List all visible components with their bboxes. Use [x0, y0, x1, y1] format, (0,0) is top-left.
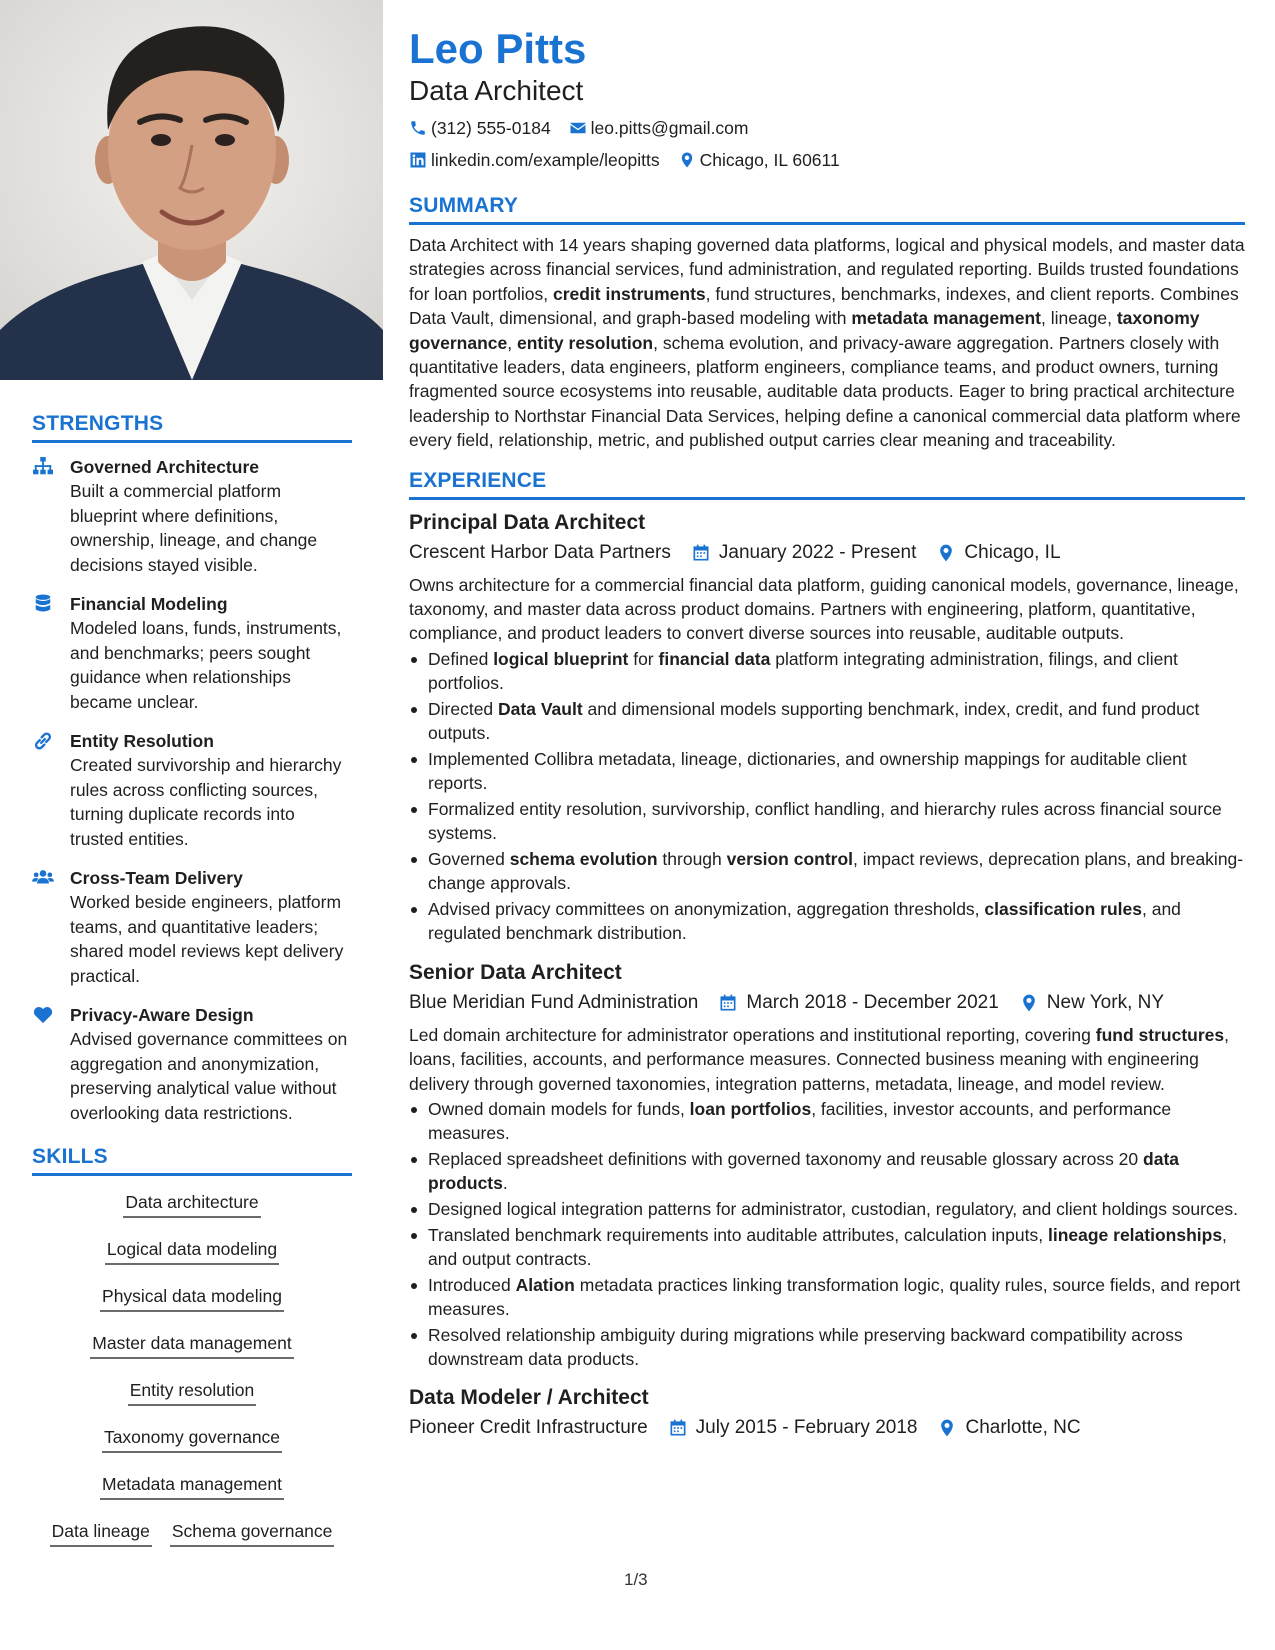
strength-title: Privacy-Aware Design: [70, 1005, 254, 1025]
contact-row: [409, 116, 1245, 140]
skill-tag: Data architecture: [123, 1182, 260, 1218]
skills-section: [32, 1145, 352, 1558]
body-text: Introduced: [428, 1274, 516, 1295]
job-entry: [409, 508, 1245, 946]
sitemap-icon: [32, 455, 70, 577]
body-text: , fund structures, benchmarks, indexes, and client reports. Combines Data Vault, dimensional, and graph-based modeling with: [409, 283, 1239, 329]
contact-linkedin[interactable]: [409, 148, 660, 172]
page-number: 1/3: [624, 1570, 648, 1589]
job-company: Blue Meridian Fund Administration: [409, 991, 699, 1013]
strengths-divider: [32, 440, 352, 443]
emphasis-text: financial data: [658, 648, 771, 669]
skill-tag: Physical data modeling: [100, 1276, 284, 1312]
emphasis-text: credit instruments: [552, 283, 706, 304]
contact-location: [678, 148, 840, 172]
body-text: Governed: [428, 848, 510, 869]
job-bullets: [409, 647, 1245, 946]
job-location: New York, NY: [1046, 991, 1165, 1013]
portrait-illustration: [0, 0, 383, 380]
linkedin-text: linkedin.com/example/leopitts: [431, 150, 660, 170]
skill-tag: Logical data modeling: [105, 1229, 279, 1265]
calendar-icon: [668, 1418, 688, 1438]
bullet-item: [409, 1223, 1245, 1272]
job-entry: [409, 958, 1245, 1372]
skill-tag: Schema governance: [170, 1511, 335, 1547]
contact-email[interactable]: [569, 116, 749, 140]
job-title: Senior Data Architect: [409, 960, 622, 984]
emphasis-text: Alation: [515, 1274, 575, 1295]
summary-text: [409, 233, 1245, 453]
body-text: Resolved relationship ambiguity during migrations while preserving backward compatibility across downstream data products.: [428, 1324, 1183, 1369]
strength-desc: Built a commercial platform blueprint where definitions, ownership, lineage, and change decisions stayed visible.: [70, 481, 318, 575]
body-text: Translated benchmark requirements into auditable attributes, calculation inputs,: [428, 1224, 1048, 1245]
strength-item: [32, 455, 352, 577]
bullet-item: [409, 1097, 1245, 1146]
job-bullets: [409, 1097, 1245, 1371]
experience-divider: [409, 497, 1245, 500]
job-company: Crescent Harbor Data Partners: [409, 541, 671, 563]
experience-section: [409, 469, 1245, 1443]
summary-divider: [409, 222, 1245, 225]
body-text: Directed: [428, 698, 499, 719]
body-text: Formalized entity resolution, survivorship, conflict handling, and hierarchy rules across financial source systems.: [428, 798, 1222, 844]
strength-desc: Modeled loans, funds, instruments, and benchmarks; peers sought guidance when relationships became unclear.: [70, 618, 342, 712]
body-text: , schema evolution, and privacy-aware aggregation. Partners closely with quantitative leaders, data engineers, platform engineers, compliance teams, and product owners, turning fragmented source ecosystems into reusable, auditable data products. Eager to bring practical architecture leadership to Northstar Financial Data Services, helping define a canonical commercial data platform where every field, relationship, metric, and published output carries clear meaning and traceability.: [409, 332, 1241, 451]
bullet-item: [409, 1323, 1245, 1372]
location-text: Chicago, IL 60611: [699, 150, 840, 170]
body-text: Replaced spreadsheet definitions with governed taxonomy and reusable glossary across 20: [428, 1148, 1144, 1169]
phone-text: (312) 555-0184: [431, 118, 551, 138]
emphasis-text: version control: [726, 848, 854, 869]
skill-tag: Metadata management: [100, 1464, 284, 1500]
strength-title: Governed Architecture: [70, 457, 259, 477]
body-text: Designed logical integration patterns for administrator, custodian, regulatory, and client holdings sources.: [428, 1198, 1238, 1219]
job-meta: [409, 539, 1245, 567]
bullet-item: [409, 647, 1245, 696]
strengths-section: [32, 412, 352, 1125]
body-text: and dimensional models supporting benchmark, index, credit, and fund product outputs.: [428, 698, 1200, 744]
skills-divider: [32, 1173, 352, 1176]
heart-icon: [32, 1003, 70, 1125]
candidate-name: Leo Pitts: [409, 25, 587, 72]
body-text: Implemented Collibra metadata, lineage, dictionaries, and ownership mappings for auditable client reports.: [428, 748, 1187, 794]
skill-tag: Entity resolution: [128, 1370, 257, 1406]
body-text: platform integrating administration, filings, and client portfolios.: [428, 648, 1178, 694]
job-title: Data Modeler / Architect: [409, 1386, 649, 1410]
body-text: , facilities, investor accounts, and performance measures.: [428, 1098, 1172, 1144]
skill-tag: Taxonomy governance: [102, 1417, 282, 1453]
emphasis-text: classification rules: [984, 898, 1142, 919]
body-text: Led domain architecture for administrator operations and institutional reporting, covering: [409, 1024, 1096, 1045]
job-description: [409, 1023, 1245, 1096]
strength-item: [32, 592, 352, 714]
emphasis-text: Data Vault: [498, 698, 583, 719]
phone-icon: [409, 119, 427, 137]
emphasis-text: lineage relationships: [1047, 1224, 1223, 1245]
body-text: , loans, facilities, accounts, and performance measures. Connected business meaning with engineering delivery through governed taxonomies, integration patterns, metadata, lineage, and model review.: [409, 1024, 1229, 1094]
body-text: Owned domain models for funds,: [428, 1098, 690, 1119]
profile-photo: [0, 0, 383, 380]
map-pin-icon: [937, 1418, 957, 1438]
emphasis-text: metadata management: [851, 308, 1041, 329]
summary-heading: SUMMARY: [409, 194, 519, 217]
map-pin-icon: [936, 543, 956, 563]
emphasis-text: taxonomy governance: [409, 308, 1200, 353]
body-text: , lineage,: [1040, 308, 1117, 329]
bullet-item: [409, 797, 1245, 846]
emphasis-text: entity resolution: [516, 332, 654, 353]
linkedin-icon: [409, 151, 427, 169]
contact-row: [409, 148, 1245, 172]
skills-heading: SKILLS: [32, 1145, 108, 1168]
strength-title: Financial Modeling: [70, 594, 228, 614]
job-company: Pioneer Credit Infrastructure: [409, 1417, 648, 1439]
experience-heading: EXPERIENCE: [409, 468, 547, 492]
job-location: Chicago, IL: [964, 541, 1061, 563]
contact-phone[interactable]: [409, 116, 551, 140]
strength-item: [32, 1003, 352, 1125]
body-text: through: [657, 848, 727, 869]
bullet-item: [409, 1147, 1245, 1196]
emphasis-text: logical blueprint: [493, 648, 629, 669]
bullet-item: [409, 747, 1245, 796]
bullet-item: [409, 847, 1245, 896]
link-icon: [32, 729, 70, 851]
strength-title: Cross-Team Delivery: [70, 868, 243, 888]
job-location: Charlotte, NC: [965, 1417, 1081, 1439]
body-text: Defined: [428, 648, 494, 669]
bullet-item: [409, 1197, 1245, 1221]
bullet-item: [409, 897, 1245, 946]
body-text: metadata practices linking transformation logic, quality rules, source fields, and report measures.: [428, 1274, 1241, 1319]
job-dates: January 2022 - Present: [718, 541, 917, 563]
body-text: for: [628, 648, 659, 669]
email-text: leo.pitts@gmail.com: [590, 118, 749, 138]
strength-desc: Advised governance committees on aggregation and anonymization, preserving analytical value without overlooking data restrictions.: [70, 1029, 348, 1123]
candidate-role: Data Architect: [409, 75, 584, 106]
body-text: .: [502, 1173, 508, 1194]
strength-item: [32, 866, 352, 988]
body-text: Owns architecture for a commercial financial data platform, guiding canonical models, governance, lineage, taxonomy, and master data across product domains. Partners with engineering, platform, quantitative, compliance, and product leaders to convert diverse sources into reusable, auditable outputs.: [409, 574, 1239, 644]
strength-title: Entity Resolution: [70, 731, 214, 751]
bullet-item: [409, 1273, 1245, 1322]
strength-item: [32, 729, 352, 851]
map-pin-icon: [678, 151, 696, 169]
job-title: Principal Data Architect: [409, 510, 646, 534]
emphasis-text: loan portfolios: [689, 1098, 812, 1119]
body-text: , and regulated benchmark distribution.: [428, 898, 1181, 944]
body-text: , impact reviews, deprecation plans, and breaking-change approvals.: [428, 848, 1244, 894]
emphasis-text: schema evolution: [509, 848, 658, 869]
job-description: [409, 573, 1245, 646]
emphasis-text: fund structures: [1095, 1024, 1225, 1045]
job-dates: July 2015 - February 2018: [695, 1417, 918, 1439]
calendar-icon: [691, 543, 711, 563]
skill-tag: Master data management: [90, 1323, 293, 1359]
emphasis-text: data products: [428, 1148, 1179, 1194]
body-text: ,: [507, 332, 517, 353]
sidebar: [32, 412, 352, 1558]
strength-desc: Worked beside engineers, platform teams, and quantitative leaders; shared model reviews kept delivery practical.: [70, 892, 344, 986]
strengths-heading: STRENGTHS: [32, 412, 164, 435]
job-meta: [409, 989, 1245, 1017]
job-entry: [409, 1383, 1245, 1442]
database-icon: [32, 592, 70, 714]
strength-desc: Created survivorship and hierarchy rules across conflicting sources, turning duplicate records into trusted entities.: [70, 755, 342, 849]
main-content: [409, 24, 1245, 1442]
skill-tag: Data lineage: [50, 1511, 152, 1547]
summary-section: [409, 194, 1245, 453]
map-pin-icon: [1019, 993, 1039, 1013]
job-dates: March 2018 - December 2021: [746, 991, 999, 1013]
calendar-icon: [718, 993, 738, 1013]
body-text: Advised privacy committees on anonymization, aggregation thresholds,: [428, 898, 985, 919]
body-text: , and output contracts.: [428, 1224, 1227, 1269]
envelope-icon: [569, 119, 587, 137]
job-meta: [409, 1414, 1245, 1442]
bullet-item: [409, 697, 1245, 746]
body-text: Data Architect with 14 years shaping governed data platforms, logical and physical models, and master data strategies across financial services, fund administration, and regulated reporting. Builds trusted foundations for loan portfolios,: [409, 235, 1245, 304]
users-icon: [32, 866, 70, 988]
